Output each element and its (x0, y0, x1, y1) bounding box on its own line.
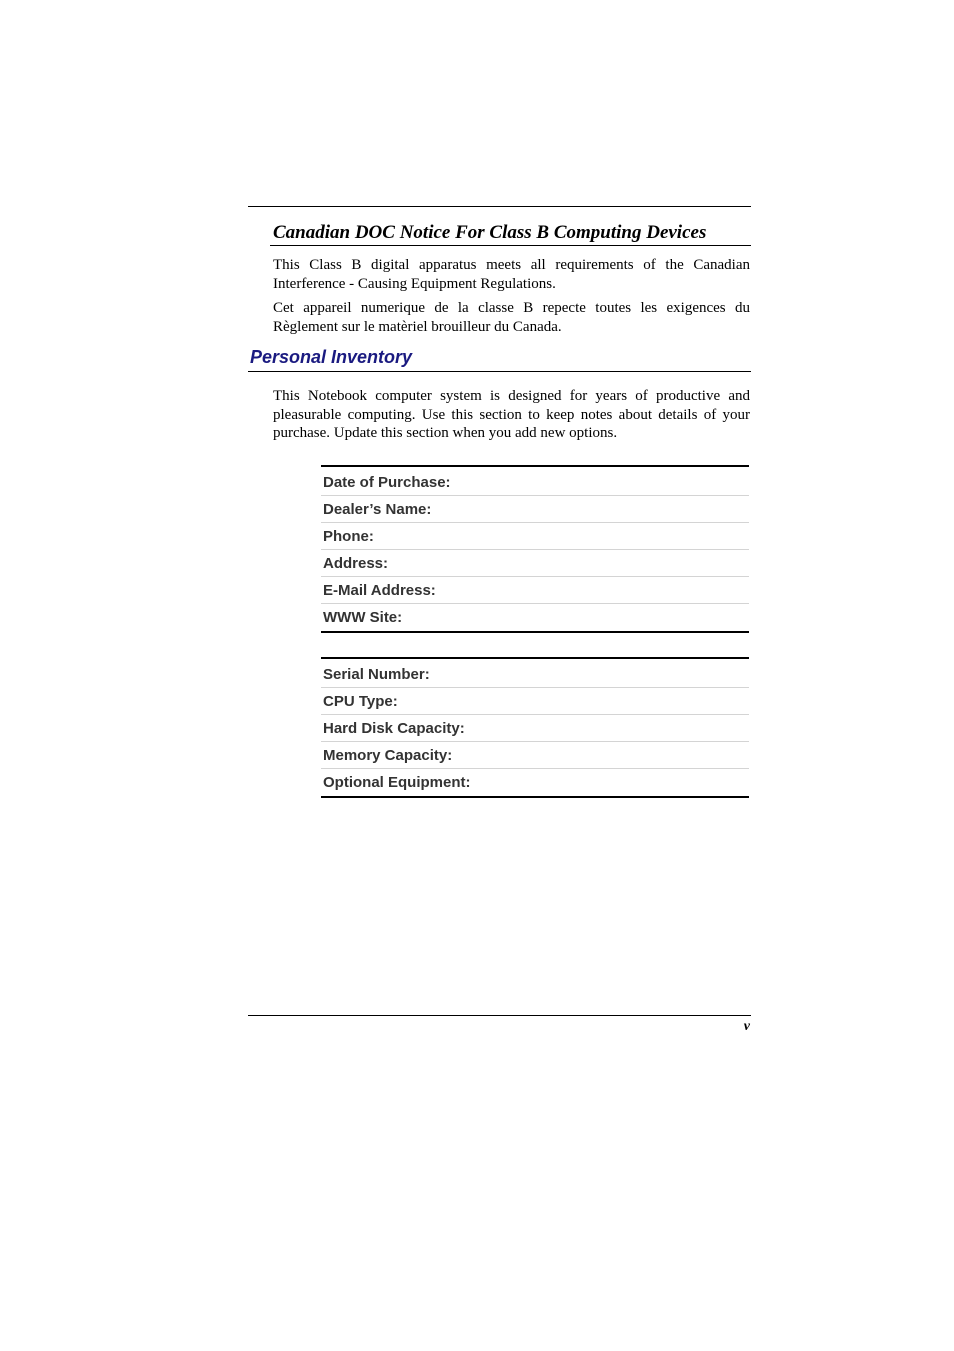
table-row: WWW Site: (323, 609, 403, 626)
doc-notice-paragraph-fr: Cet appareil numerique de la classe B repecte toutes les exigences du Règlement sur le matèriel brouilleur du Canada. (273, 300, 750, 335)
page-number: v (743, 1019, 750, 1034)
table-row: E-Mail Address: (321, 577, 749, 604)
doc-notice-paragraph-en: This Class B digital apparatus meets all requirements of the Canadian Interference - Causing Equipment Regulations. (273, 257, 750, 292)
personal-inventory-title-rule (248, 371, 751, 372)
table-row: Date of Purchase: (321, 467, 749, 496)
table-row: Memory Capacity: (321, 742, 749, 769)
personal-inventory-intro: This Notebook computer system is designed for years of productive and pleasurable computing. Use this section to keep notes about details of your purchase. Update this section when you add new options. (273, 388, 750, 441)
table-row: Dealer’s Name: (321, 496, 749, 523)
table-row: Serial Number: (321, 659, 749, 688)
purchase-info-table (321, 465, 749, 633)
table-row: Optional Equipment: (323, 774, 471, 791)
table-row: CPU Type: (321, 688, 749, 715)
system-info-table (321, 657, 749, 798)
doc-notice-title-rule (270, 245, 751, 246)
personal-inventory-title: Personal Inventory (250, 347, 413, 367)
table-row: Hard Disk Capacity: (321, 715, 749, 742)
doc-notice-title: Canadian DOC Notice For Class B Computing Devices (273, 222, 707, 243)
table-row: Address: (321, 550, 749, 577)
header-rule (248, 206, 751, 207)
table-row: Phone: (321, 523, 749, 550)
footer-rule (248, 1015, 751, 1016)
